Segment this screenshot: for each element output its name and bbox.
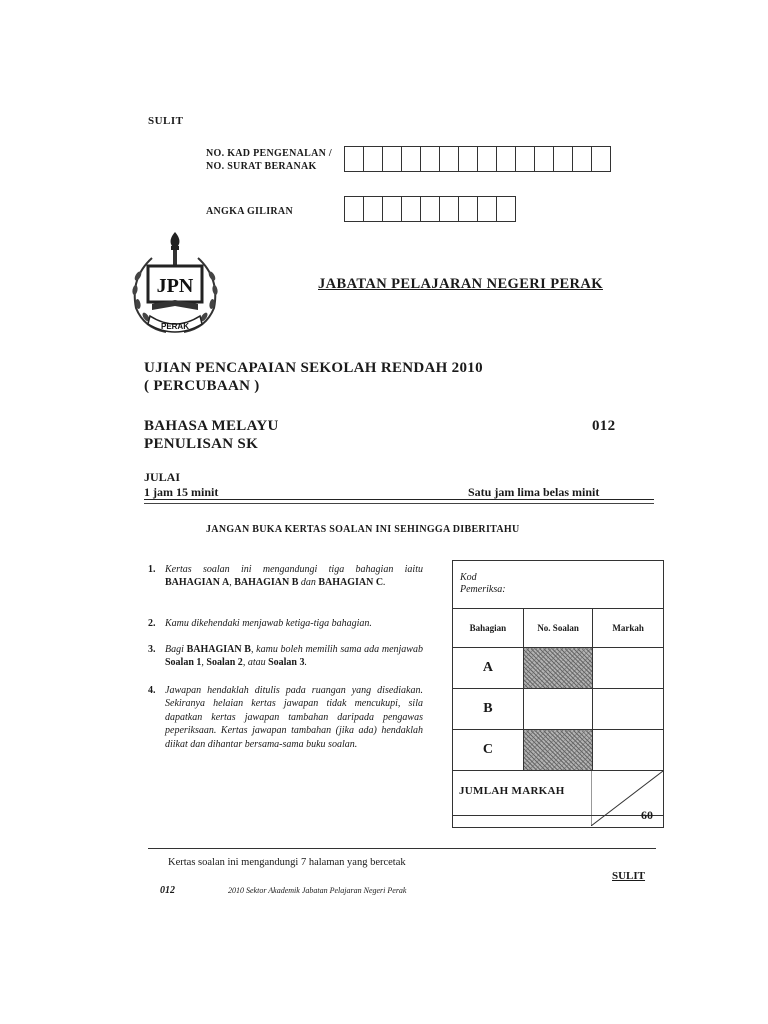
paper-code: 012 — [592, 418, 616, 434]
roll-number-boxes[interactable] — [344, 196, 515, 222]
header-question-no: No. Soalan — [523, 609, 593, 648]
instruction-1: 1. Kertas soalan ini mengandungi tiga bahagian iaitu BAHAGIAN A, BAHAGIAN B dan BAHAGIAN C. — [148, 564, 423, 589]
exam-duration: 1 jam 15 minit — [144, 485, 219, 499]
exam-month: JULAI — [144, 470, 181, 484]
instruction-3: 3. Bagi BAHAGIAN B, kamu boleh memilih sama ada menjawab Soalan 1, Soalan 2, atau Soalan 3. — [148, 644, 423, 669]
paper-name: PENULISAN SK — [144, 436, 259, 452]
exam-title: UJIAN PENCAPAIAN SEKOLAH RENDAH 2010 — [144, 360, 483, 376]
total-marks-value: 60 — [641, 808, 653, 822]
marks-cell-a[interactable] — [593, 648, 664, 689]
birth-cert-label: NO. SURAT BERANAK — [206, 161, 317, 172]
roll-number-label: ANGKA GILIRAN — [206, 206, 293, 217]
instruction-2: 2. Kamu dikehendaki menjawab ketiga-tiga bahagian. — [148, 618, 372, 629]
table-row — [453, 689, 664, 730]
footer-divider — [148, 848, 656, 849]
logo-ribbon-text: PERAK — [160, 322, 190, 331]
instruction-4: 4. Jawapan hendaklah ditulis pada ruangan yang disediakan. Sekiranya helaian kertas jawapan tidak mencukupi, sila dapatkan kertas jawapan tambahan daripada pengawas peperiksaan. Kertas jawapan tambahan (jika ada) hendaklah diikat dan dihantar bersama-sama buku soalan. — [148, 685, 423, 750]
section-c: C — [453, 730, 524, 771]
page-count-note: Kertas soalan ini mengandungi 7 halaman yang bercetak — [168, 857, 406, 868]
divider-line — [144, 499, 654, 500]
total-marks-row — [453, 771, 664, 828]
table-row — [453, 730, 664, 771]
footer-copyright: 2010 Sektor Akademik Jabatan Pelajaran Negeri Perak — [228, 886, 407, 895]
question-no-cell-b[interactable] — [523, 689, 593, 730]
header-section: Bahagian — [453, 609, 524, 648]
examiner-code-label: Kod Pemeriksa: — [460, 572, 506, 595]
total-marks-label: JUMLAH MARKAH — [459, 785, 565, 797]
question-no-cell-shaded — [523, 648, 593, 689]
section-a: A — [453, 648, 524, 689]
exam-duration-words: Satu jam lima belas minit — [468, 485, 600, 499]
marks-cell-c[interactable] — [593, 730, 664, 771]
section-b: B — [453, 689, 524, 730]
jpn-perak-logo — [122, 228, 228, 340]
subject-name: BAHASA MELAYU — [144, 418, 279, 434]
footer-paper-code: 012 — [160, 885, 175, 896]
ic-number-boxes[interactable] — [344, 146, 610, 172]
logo-emblem-text: JPN — [156, 275, 194, 297]
classification-label: SULIT — [148, 115, 184, 127]
department-title: JABATAN PELAJARAN NEGERI PERAK — [318, 276, 603, 292]
do-not-open-warning: JANGAN BUKA KERTAS SOALAN INI SEHINGGA DIBERITAHU — [206, 524, 520, 535]
table-row — [453, 648, 664, 689]
question-no-cell-shaded — [523, 730, 593, 771]
divider-line — [144, 503, 654, 504]
exam-subtitle: ( PERCUBAAN ) — [144, 378, 260, 394]
marks-table — [452, 608, 664, 828]
marks-cell-b[interactable] — [593, 689, 664, 730]
ic-number-label: NO. KAD PENGENALAN / — [206, 148, 333, 159]
footer-classification: SULIT — [612, 870, 646, 882]
header-marks: Markah — [593, 609, 664, 648]
